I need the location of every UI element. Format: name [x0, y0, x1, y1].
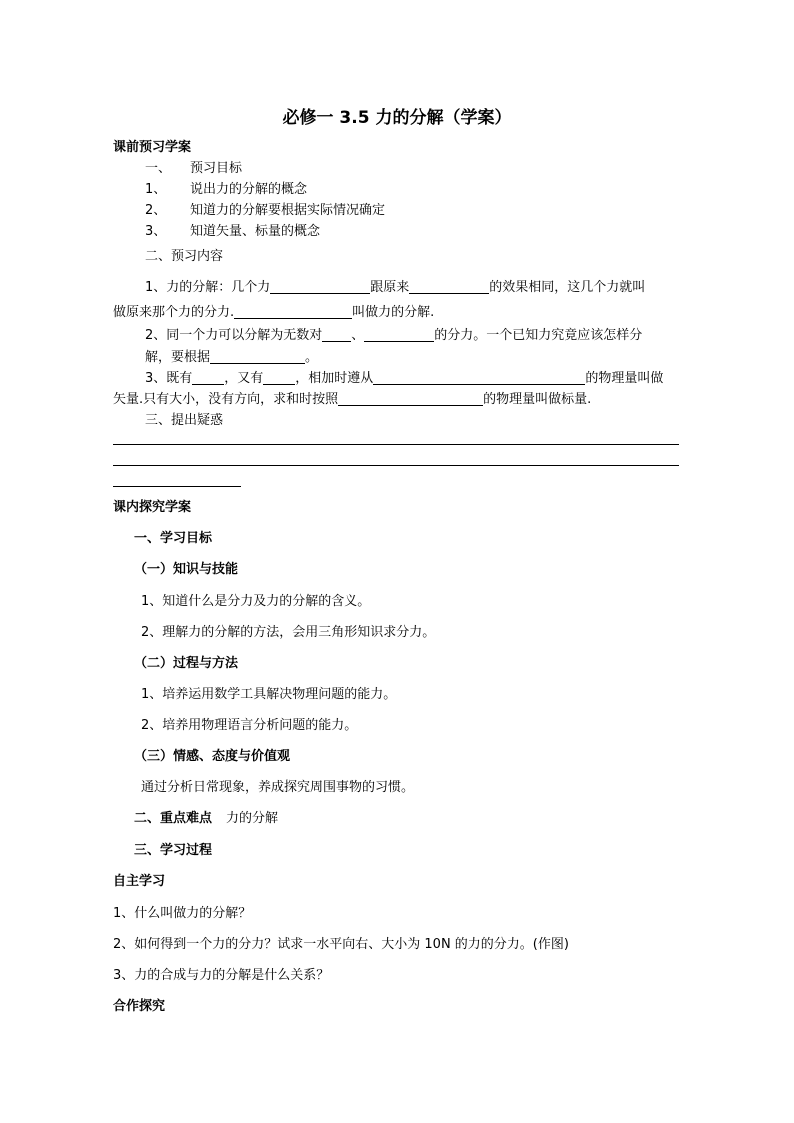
- knowledge-skills-heading: （一）知识与技能: [134, 562, 239, 577]
- question-1-line-2: [113, 305, 434, 319]
- question-3-line-1: [145, 371, 663, 385]
- q2-text-c: 的分力。一个已知力究竟应该怎样分: [434, 328, 643, 343]
- self-study-question-1: 1、什么叫做力的分解？: [113, 906, 252, 921]
- q1-text-a: 1、力的分解：几个力: [145, 280, 271, 295]
- answer-line-2[interactable]: [113, 465, 679, 466]
- q1-text-d: 做原来那个力的分力.: [113, 305, 235, 320]
- cooperative-inquiry-heading: 合作探究: [113, 999, 166, 1014]
- q3-text-b: ，又有: [224, 371, 264, 386]
- q2-blank-2[interactable]: [364, 328, 434, 342]
- question-3-line-2: [113, 392, 591, 406]
- process-item-2: 2、培养用物理语言分析问题的能力。: [141, 718, 358, 733]
- q3-blank-4[interactable]: [338, 392, 483, 406]
- q1-blank-1[interactable]: [270, 280, 370, 294]
- goal-number-2: 2、: [145, 203, 167, 218]
- q2-text-a: 2、同一个力可以分解为无数对: [145, 328, 323, 343]
- content-heading: 二、预习内容: [145, 249, 224, 264]
- knowledge-item-1: 1、知道什么是分力及力的分解的含义。: [141, 594, 371, 609]
- doubts-heading: 三、提出疑惑: [145, 413, 224, 428]
- q1-text-b: 跟原来: [370, 280, 410, 295]
- learning-goals-heading: 一、学习目标: [134, 531, 213, 546]
- q3-text-f: 的物理量叫做标量.: [483, 392, 592, 407]
- goal-number-1: 1、: [145, 182, 167, 197]
- q3-blank-3[interactable]: [373, 371, 585, 385]
- question-2-line-2: [145, 350, 318, 364]
- key-points-line: [134, 812, 278, 825]
- self-study-question-3: 3、力的合成与力的分解是什么关系？: [113, 968, 330, 983]
- q1-text-c: 的效果相同，这几个力就叫: [489, 280, 646, 295]
- emotion-attitude-heading: （三）情感、态度与价值观: [134, 749, 291, 764]
- goal-text-2: 知道力的分解要根据实际情况确定: [190, 203, 386, 218]
- question-1-line-1: [145, 280, 645, 294]
- goal-number-3: 3、: [145, 224, 167, 239]
- q2-text-d: 解，要根据: [145, 350, 211, 365]
- process-item-1: 1、培养运用数学工具解决物理问题的能力。: [141, 687, 397, 702]
- learning-process-heading: 三、学习过程: [134, 843, 213, 858]
- q2-text-b: 、: [351, 328, 365, 343]
- inclass-heading: 课内探究学案: [113, 500, 192, 515]
- goal-text-3: 知道矢量、标量的概念: [190, 224, 321, 239]
- process-methods-heading: （二）过程与方法: [134, 656, 239, 671]
- q3-text-c: ，相加时遵从: [295, 371, 374, 386]
- q1-blank-3[interactable]: [234, 305, 352, 319]
- self-study-heading: 自主学习: [113, 874, 166, 889]
- answer-line-1[interactable]: [113, 444, 679, 445]
- self-study-question-2: 2、如何得到一个力的分力？试求一水平向右、大小为 10N 的力的分力。(作图): [113, 937, 569, 952]
- q3-blank-1[interactable]: [192, 371, 224, 385]
- key-points-label: 二、重点难点: [134, 811, 213, 826]
- q3-text-e: 矢量.只有大小，没有方向，求和时按照: [113, 392, 339, 407]
- knowledge-item-2: 2、理解力的分解的方法，会用三角形知识求分力。: [141, 625, 436, 640]
- q1-text-e: 叫做力的分解.: [352, 305, 435, 320]
- q1-blank-2[interactable]: [409, 280, 489, 294]
- q2-text-e: 。: [305, 350, 319, 365]
- q3-text-a: 3、既有: [145, 371, 193, 386]
- q2-blank-3[interactable]: [210, 350, 305, 364]
- document-title: 必修一 3.5 力的分解（学案）: [282, 108, 512, 128]
- goal-text-1: 说出力的分解的概念: [190, 182, 308, 197]
- q3-blank-2[interactable]: [263, 371, 295, 385]
- emotion-attitude-text: 通过分析日常现象，养成探究周围事物的习惯。: [141, 780, 415, 795]
- q2-blank-1[interactable]: [322, 328, 351, 342]
- key-points-text: 力的分解: [226, 811, 279, 826]
- answer-line-3[interactable]: [113, 486, 241, 487]
- goals-heading: 预习目标: [190, 161, 243, 176]
- question-2-line-1: [145, 328, 642, 342]
- preview-heading: 课前预习学案: [113, 140, 192, 155]
- q3-text-d: 的物理量叫做: [585, 371, 664, 386]
- goals-heading-number: 一、: [145, 161, 172, 176]
